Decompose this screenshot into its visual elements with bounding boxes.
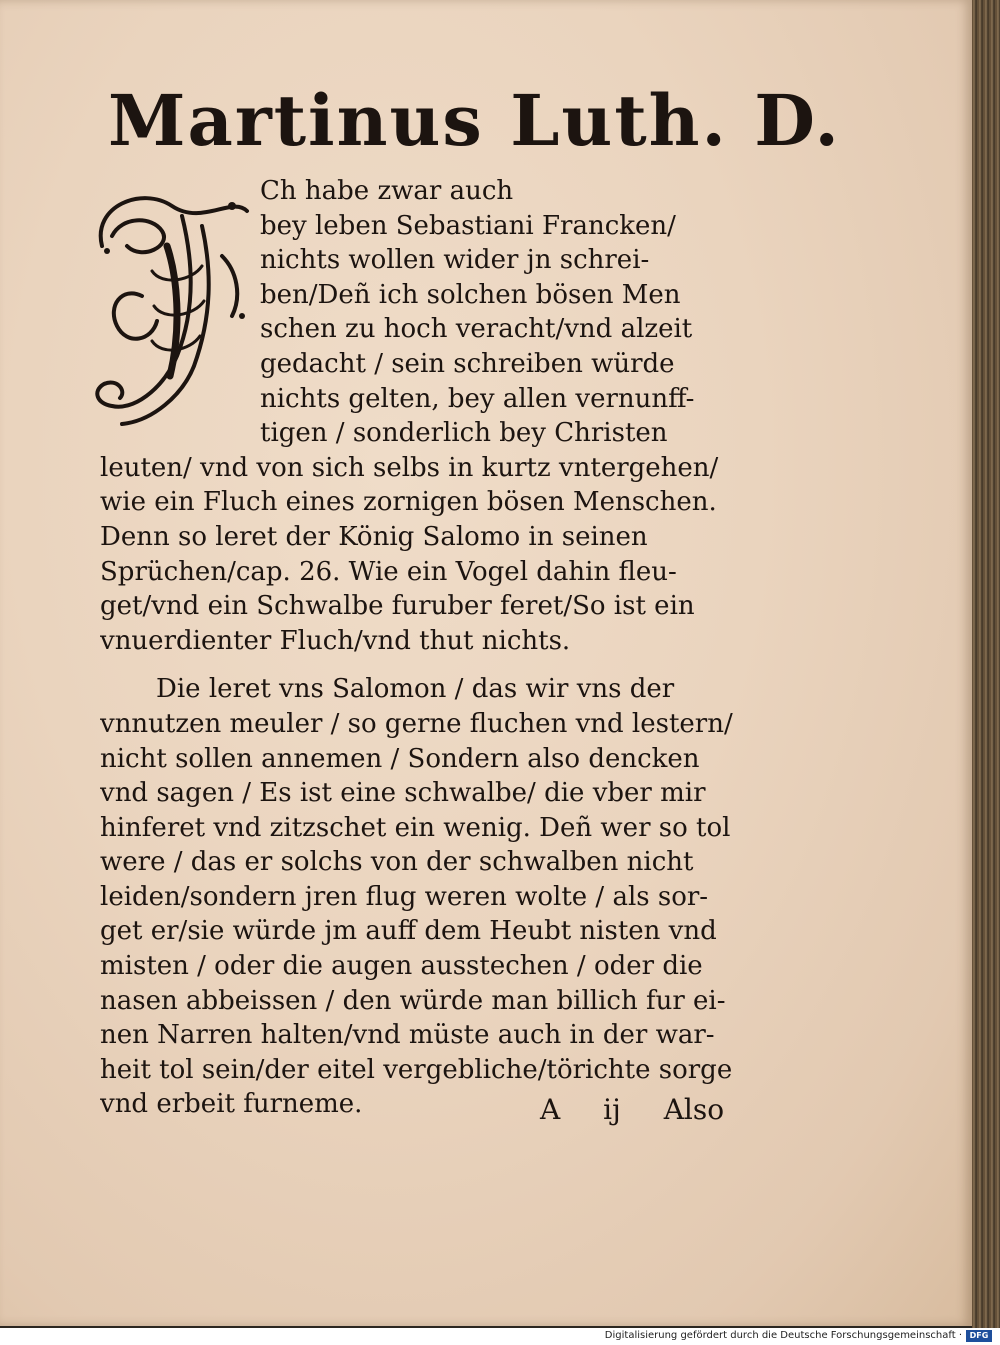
text-line: were / das er solchs von der schwalben nicht <box>100 847 694 878</box>
text-line: get er/sie würde jm auff dem Heubt nisten vnd <box>100 916 717 947</box>
signature-number: ij <box>603 1093 621 1126</box>
text-line: Ch habe zwar auch <box>260 176 514 206</box>
text-line: tigen / sonderlich bey Christen <box>260 418 668 449</box>
text-line: misten / oder die augen ausstechen / oder die <box>100 951 703 982</box>
signature-mark: A <box>540 1093 561 1126</box>
text-line: gedacht / sein schreiben würde <box>260 348 675 379</box>
text-line: wie ein Fluch eines zornigen bösen Menschen. <box>100 487 717 518</box>
page-title: Martinus Luth. D. <box>108 79 841 162</box>
text-line: nichts wollen wider jn schrei- <box>260 245 650 276</box>
text-line: get/vnd ein Schwalbe furuber feret/So ist ein <box>100 591 695 622</box>
text-line: leiden/sondern jren flug weren wolte / als sor- <box>100 881 709 912</box>
text-line: Sprüchen/cap. 26. Wie ein Vogel dahin fleu- <box>100 556 677 587</box>
footer-bar <box>0 1328 1000 1345</box>
text-line: vnd erbeit furneme. <box>100 1089 363 1120</box>
book-edge <box>972 0 1000 1328</box>
text-line: vnd sagen / Es ist eine schwalbe/ die vber mir <box>100 778 706 809</box>
text-line: bey leben Sebastiani Francken/ <box>260 210 676 241</box>
text-line: heit tol sein/der eitel vergebliche/törichte sorge <box>100 1054 733 1085</box>
text-line: Die leret vns Salomon / das wir vns der <box>156 674 675 705</box>
funding-notice: Digitalisierung gefördert durch die Deutsche Forschungsgemeinschaft · <box>604 1330 962 1341</box>
dfg-logo-icon: DFG <box>966 1330 992 1342</box>
text-line: leuten/ vnd von sich selbs in kurtz vntergehen/ <box>100 452 719 483</box>
text-line: vnnutzen meuler / so gerne fluchen vnd lestern/ <box>100 708 733 739</box>
text-line: schen zu hoch veracht/vnd alzeit <box>260 314 693 345</box>
text-line: vnuerdienter Fluch/vnd thut nichts. <box>100 625 571 656</box>
text-line: Denn so leret der König Salomo in seinen <box>100 521 648 552</box>
text-line: ben/Deñ ich solchen bösen Men <box>260 279 681 310</box>
text-line: hinferet vnd zitzschet ein wenig. Deñ wer so tol <box>100 812 731 843</box>
text-line: nasen abbeissen / den würde man billich fur ei- <box>100 985 726 1016</box>
text-line: nen Narren halten/vnd müste auch in der war- <box>100 1020 715 1051</box>
text-line: nicht sollen annemen / Sondern also dencken <box>100 743 700 774</box>
text-line: nichts gelten, bey allen vernunff- <box>260 383 695 414</box>
paragraph-2 <box>100 672 750 1122</box>
catchword: Also <box>663 1093 725 1126</box>
text-block <box>100 79 841 1122</box>
decorated-initial-i-icon <box>82 176 252 431</box>
signature-line <box>540 1093 758 1126</box>
